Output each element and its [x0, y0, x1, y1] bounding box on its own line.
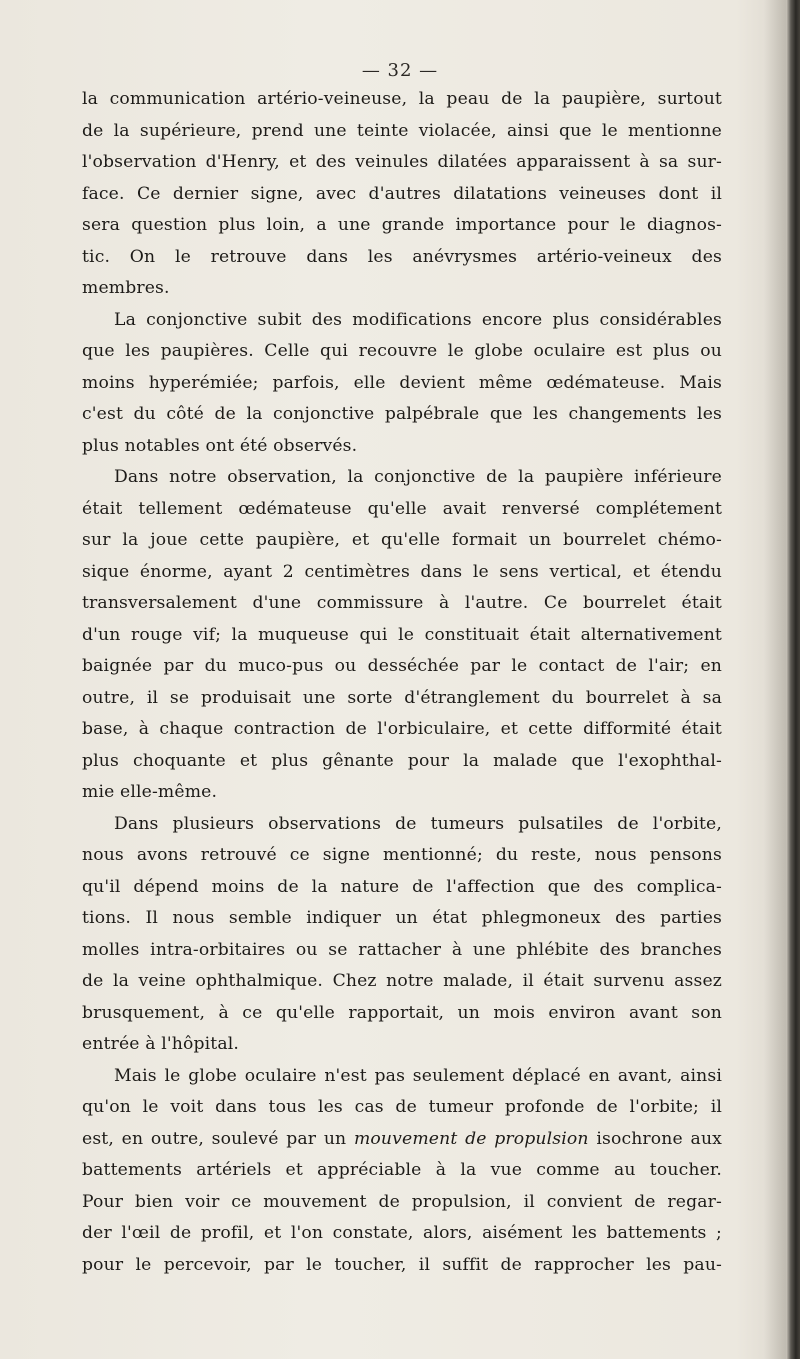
text-line: tions. Il nous semble indiquer un état phlegmoneux des parties: [82, 908, 722, 928]
text-line: outre, il se produisait une sorte d'étranglement du bourrelet à sa: [82, 687, 722, 708]
text-segment: isochrone aux: [588, 1128, 723, 1149]
text-line: de la veine ophthalmique. Chez notre malade, il était survenu assez: [82, 971, 722, 991]
text-line: sique énorme, ayant 2 centimètres dans le sens vertical, et étendu: [82, 561, 722, 582]
text-line: battements artériels et appréciable à la vue comme au toucher.: [82, 1160, 722, 1180]
text-line: plus notables ont été observés.: [82, 435, 358, 456]
text-line: qu'il dépend moins de la nature de l'affection que des complica-: [82, 876, 722, 897]
text-line: molles intra-orbitaires ou se rattacher à une phlébite des branches: [82, 939, 722, 960]
text-line-with-emphasis: [82, 1124, 722, 1156]
text-line: sur la joue cette paupière, et qu'elle formait un bourrelet chémo-: [82, 530, 722, 550]
text-line: tic. On le retrouve dans les anévrysmes artério-veineux des: [82, 246, 722, 267]
text-line: qu'on le voit dans tous les cas de tumeur profonde de l'orbite; il: [82, 1097, 722, 1117]
text-line: de la supérieure, prend une teinte violacée, ainsi que le mentionne: [82, 120, 722, 141]
paragraph-start: Dans notre observation, la conjonctive de la paupière inférieure: [114, 467, 722, 487]
text-line: membres.: [82, 278, 170, 298]
emphasized-term: mouvement de propulsion: [353, 1128, 589, 1149]
text-line: que les paupières. Celle qui recouvre le globe oculaire est plus ou: [82, 341, 722, 361]
page-number: — 32 —: [361, 60, 439, 81]
text-line: Pour bien voir ce mouvement de propulsion, il convient de regar-: [82, 1191, 722, 1212]
text-line: nous avons retrouvé ce signe mentionné; du reste, nous pensons: [82, 845, 722, 865]
text-line: brusquement, à ce qu'elle rapportait, un mois environ avant son: [82, 1002, 722, 1023]
text-line: der l'œil de profil, et l'on constate, alors, aisément les battements ;: [82, 1223, 722, 1243]
text-segment: est, en outre, soulevé par un: [82, 1128, 354, 1149]
text-line: l'observation d'Henry, et des veinules dilatées apparaissent à sa sur-: [82, 152, 722, 172]
binding-shadow: [764, 0, 786, 1359]
text-line: pour le percevoir, par le toucher, il suffit de rapprocher les pau-: [82, 1254, 722, 1275]
paragraph-start: La conjonctive subit des modifications encore plus considérables: [114, 309, 722, 330]
text-line: plus choquante et plus gênante pour la malade que l'exophthal-: [82, 750, 722, 771]
paragraph-start: Dans plusieurs observations de tumeurs pulsatiles de l'orbite,: [114, 813, 722, 834]
body-text: [82, 84, 722, 1281]
text-line: sera question plus loin, a une grande importance pour le diagnos-: [82, 215, 722, 235]
text-line: entrée à l'hôpital.: [82, 1034, 239, 1054]
paragraph-start: Mais le globe oculaire n'est pas seulement déplacé en avant, ainsi: [114, 1065, 722, 1086]
text-line: la communication artério-veineuse, la peau de la paupière, surtout: [82, 89, 722, 109]
text-line: moins hyperémiée; parfois, elle devient même œdémateuse. Mais: [82, 372, 722, 393]
text-line: mie elle-même.: [82, 782, 218, 802]
text-line: base, à chaque contraction de l'orbiculaire, et cette difformité était: [82, 719, 722, 739]
page-binding-edge: [786, 0, 800, 1359]
text-line: était tellement œdémateuse qu'elle avait renversé complétement: [82, 498, 722, 519]
text-line: c'est du côté de la conjonctive palpébrale que les changements les: [82, 404, 722, 424]
text-line: transversalement d'une commissure à l'autre. Ce bourrelet était: [82, 593, 722, 613]
text-line: baignée par du muco-pus ou desséchée par le contact de l'air; en: [82, 656, 722, 676]
text-line: face. Ce dernier signe, avec d'autres dilatations veineuses dont il: [82, 183, 722, 204]
text-line: d'un rouge vif; la muqueuse qui le constituait était alternativement: [82, 624, 722, 645]
